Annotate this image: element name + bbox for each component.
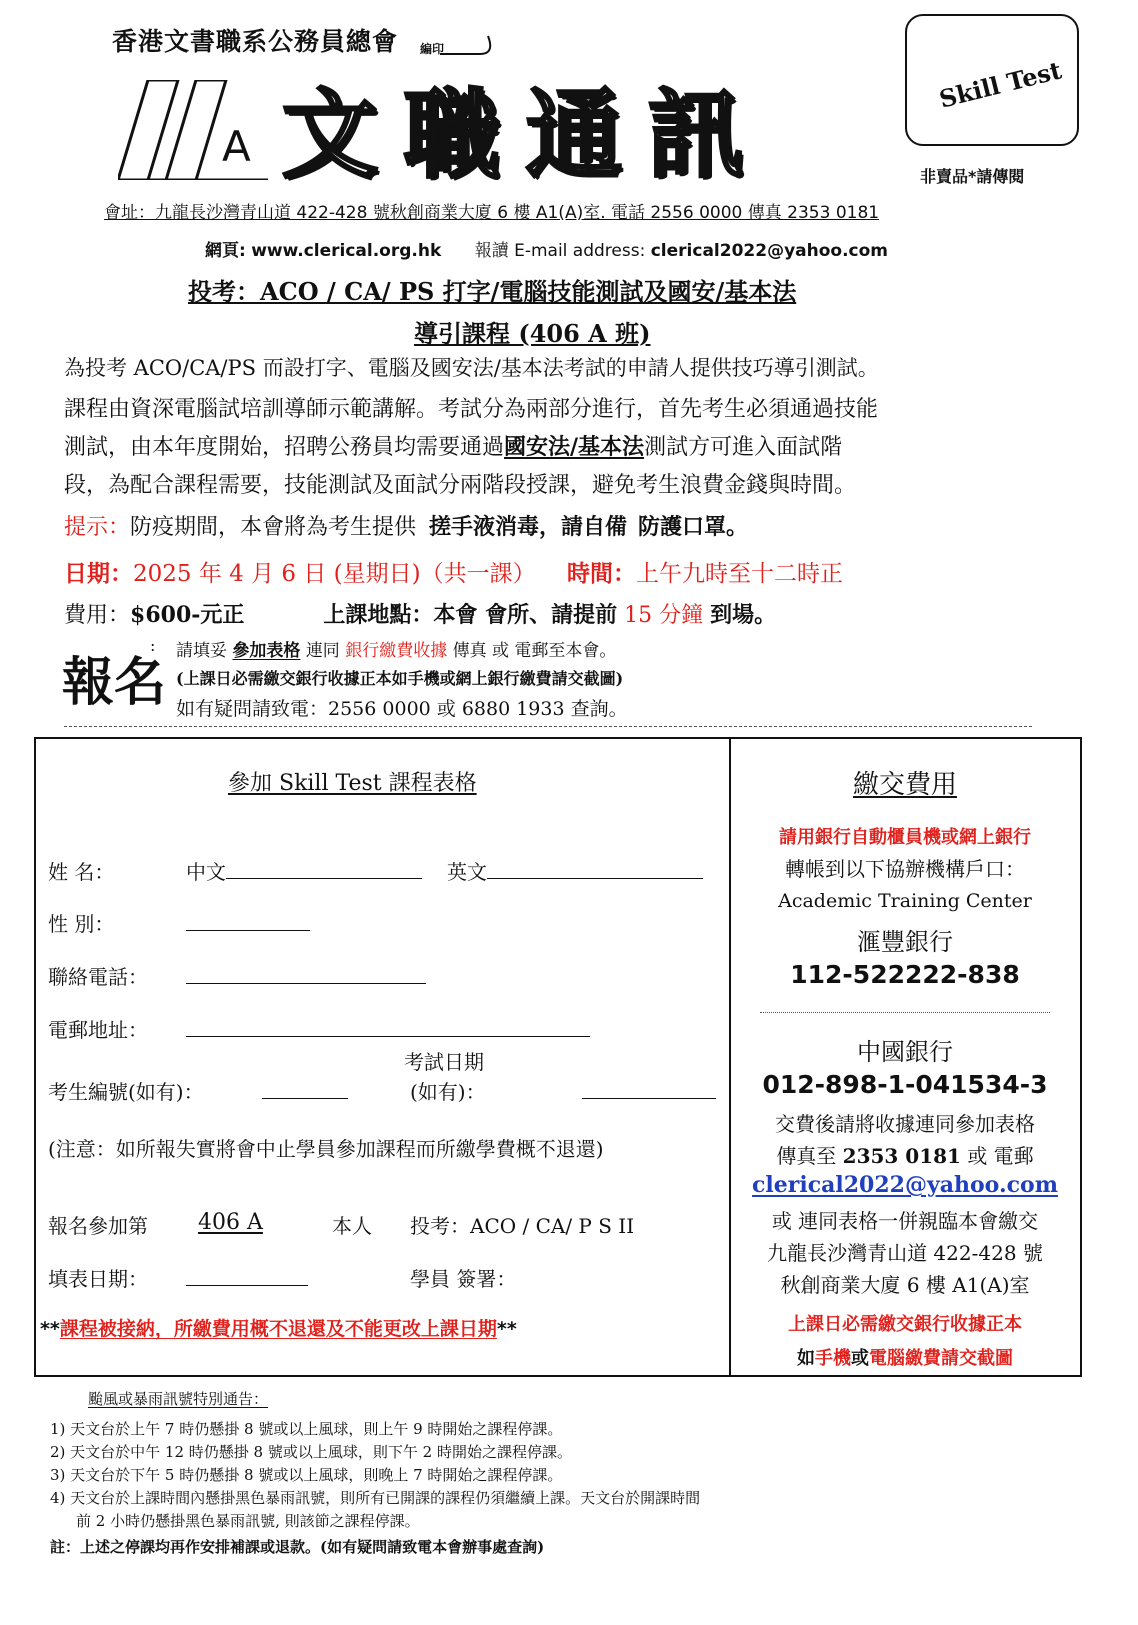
fill-date-label: 填表日期： xyxy=(48,1267,148,1291)
course-title-line2: 導引課程 (406 A 班) xyxy=(414,319,651,348)
exam-date-input[interactable] xyxy=(582,1080,716,1099)
tip-bold1: 搓手液消毒，請自備 xyxy=(429,514,628,540)
class-number: 406 A xyxy=(198,1210,263,1235)
form-warning xyxy=(40,1314,517,1341)
editor-label: 編印 xyxy=(420,42,445,56)
date-value: 2025 年 4 月 6 日 (星期日)（共一課） xyxy=(133,561,536,587)
name-chinese-field[interactable] xyxy=(186,856,422,885)
warning-stars-left: ** xyxy=(40,1318,60,1340)
payment-line1: 請用銀行自動櫃員機或網上銀行 xyxy=(779,827,1031,848)
not-for-sale-note: 非賣品*請傳閱 xyxy=(920,167,1025,186)
skill-test-label: Skill Test xyxy=(936,55,1065,114)
form-column-divider xyxy=(729,737,731,1375)
date-line xyxy=(64,555,843,588)
bank1-account: 112-522222-838 xyxy=(790,960,1020,989)
tip-text: 防疫期間，本會將為考生提供 xyxy=(130,515,417,540)
payment-l9d: 電腦繳費請交截圖 xyxy=(869,1348,1013,1369)
payment-line2: 轉帳到以下協辦機構戶口： xyxy=(785,857,1025,881)
payment-l9a: 如 xyxy=(797,1348,815,1369)
dashed-divider xyxy=(64,726,1032,727)
intro-line1: 為投考 ACO/CA/PS 而設打字、電腦及國安法/基本法考試的申請人提供技巧導引測試。 xyxy=(64,356,879,380)
date-label: 日期： xyxy=(64,560,133,587)
payment-org: Academic Training Center xyxy=(778,890,1032,912)
register-l1a: 請填妥 xyxy=(176,641,227,661)
email-link[interactable]: clerical2022@yahoo.com xyxy=(650,241,889,261)
exam-date-label: 考試日期 xyxy=(404,1050,484,1074)
name-english-field[interactable] xyxy=(447,856,703,885)
name-label: 姓 名： xyxy=(48,860,115,884)
self-label: 本人 xyxy=(332,1214,372,1238)
intro-line4: 段，為配合課程需要，技能測試及面試分兩階段授課，避免考生浪費金錢與時間。 xyxy=(64,473,857,498)
payment-l9b: 手機 xyxy=(815,1348,851,1369)
register-big-label: 報名 xyxy=(62,653,167,713)
fee-line xyxy=(64,598,776,629)
bank1-name: 滙豐銀行 xyxy=(857,928,953,956)
logo-letter: A xyxy=(222,122,251,171)
typhoon-item-4: 4) 天文台於上課時間內懸掛黑色暴雨訊號，則所有已開課的課程仍須繼續上課。天文台於開課時間 xyxy=(50,1489,701,1507)
intro-highlight: 國安法/基本法 xyxy=(504,434,645,460)
gender-input[interactable] xyxy=(186,912,310,931)
signature-label: 學員 簽署： xyxy=(410,1267,517,1291)
payment-line3: 交費後請將收據連同參加表格 xyxy=(775,1112,1035,1136)
payment-line9 xyxy=(745,1344,1065,1370)
payment-line7: 秋創商業大廈 6 樓 A1(A)室 xyxy=(780,1273,1030,1297)
fee-label: 費用： xyxy=(64,603,131,628)
masthead-title: 文職通訊 xyxy=(282,78,770,191)
enrol-label: 報名參加第 xyxy=(48,1214,148,1238)
phone-input[interactable] xyxy=(186,965,426,984)
typhoon-item-4-cont: 前 2 小時仍懸掛黑色暴雨訊號, 則該節之課程停課。 xyxy=(76,1512,420,1530)
org-name: 香港文書職系公務員總會 xyxy=(112,27,399,56)
payment-fax-label: 傳真至 xyxy=(776,1144,837,1168)
register-l1c: 連同 xyxy=(305,641,340,661)
payment-line6: 九龍長沙灣青山道 422-428 號 xyxy=(767,1241,1043,1265)
bank2-name: 中國銀行 xyxy=(857,1038,953,1066)
intro-line3-start: 測試，由本年度開始，招聘公務員均需要通過 xyxy=(64,435,505,460)
register-colon: : xyxy=(150,636,156,655)
course-title-line1: 投考：ACO / CA/ PS 打字/電腦技能測試及國安/基本法 xyxy=(188,277,797,306)
payment-line8: 上課日必需繳交銀行收據正本 xyxy=(788,1314,1022,1335)
tip-bold2: 防護口罩。 xyxy=(638,514,749,540)
address-line: 會址：九龍長沙灣青山道 422-428 號秋創商業大廈 6 樓 A1(A)室. 電話 2556 0000 傳真 2353 0181 xyxy=(104,203,880,223)
register-receipt: 銀行繳費收據 xyxy=(345,641,448,661)
payment-email-link[interactable]: clerical2022@yahoo.com xyxy=(752,1172,1058,1198)
typhoon-title: 颱風或暴雨訊號特別通告： xyxy=(88,1390,269,1408)
register-form-link: 參加表格 xyxy=(232,641,301,661)
fill-date-input[interactable] xyxy=(186,1267,308,1286)
intro-line2: 課程由資深電腦試培訓導師示範講解。考試分為兩部分進行，首先考生必須通過技能 xyxy=(64,397,879,422)
email-label: 報讀 E-mail address: xyxy=(474,241,646,261)
form-note: (注意：如所報失實將會中止學員參加課程而所繳學費概不退還) xyxy=(48,1137,604,1161)
exam-no-label: 考生編號(如有)： xyxy=(48,1080,204,1104)
time-value: 上午九時至十二時正 xyxy=(635,561,843,587)
intro-line3 xyxy=(64,430,842,461)
warning-text: 課程被接納，所繳費用概不退還及不能更改上課日期 xyxy=(59,1318,497,1340)
venue-label: 上課地點： xyxy=(323,602,434,628)
apply-grade: 投考：ACO / CA/ P S II xyxy=(410,1214,635,1238)
form-title: 參加 Skill Test 課程表格 xyxy=(228,771,477,796)
register-l1e: 傳真 或 電郵至本會。 xyxy=(452,641,617,661)
typhoon-item-3: 3) 天文台於下午 5 時仍懸掛 8 號或以上風球，則晚上 7 時開始之課程停課。 xyxy=(50,1466,563,1484)
typhoon-item-2: 2) 天文台於中午 12 時仍懸掛 8 號或以上風球，則下午 2 時開始之課程停課。 xyxy=(50,1443,572,1461)
arrive-minutes: 15 分鐘 xyxy=(624,603,704,628)
english-name-input[interactable] xyxy=(487,860,703,879)
payment-email-label: 或 電郵 xyxy=(967,1144,1034,1168)
payment-line4 xyxy=(745,1140,1065,1169)
exam-no-input[interactable] xyxy=(262,1080,348,1099)
intro-line3-end: 測試方可進入面試階 xyxy=(644,435,843,460)
fee-value: $600-元正 xyxy=(130,602,245,628)
email-field-label: 電郵地址： xyxy=(48,1018,148,1042)
typhoon-item-1: 1) 天文台於上午 7 時仍懸掛 8 號或以上風球，則上午 9 時開始之課程停課。 xyxy=(50,1420,563,1438)
time-label: 時間： xyxy=(566,560,636,587)
payment-l9c: 或 xyxy=(851,1348,869,1369)
logo xyxy=(118,80,268,180)
bank2-account: 012-898-1-041534-3 xyxy=(762,1070,1048,1099)
header-arrow-decoration xyxy=(440,30,500,70)
register-line1 xyxy=(176,636,616,661)
email-input[interactable] xyxy=(186,1018,590,1037)
venue-value: 本會 會所、請提前 xyxy=(433,602,618,628)
tip-label: 提示： xyxy=(64,515,131,540)
gender-label: 性 別： xyxy=(48,912,115,936)
chinese-name-input[interactable] xyxy=(226,860,422,879)
register-line2: (上課日必需繳交銀行收據正本如手機或網上銀行繳費請交截圖) xyxy=(176,669,624,688)
register-line3: 如有疑問請致電：2556 0000 或 6880 1933 查詢。 xyxy=(176,698,628,720)
tip-line xyxy=(64,510,748,541)
arrive-text: 到場。 xyxy=(710,602,777,628)
phone-label: 聯絡電話： xyxy=(48,965,148,989)
english-label: 英文 xyxy=(447,860,487,884)
warning-stars-right: ** xyxy=(496,1318,517,1340)
payment-fax-number: 2353 0181 xyxy=(842,1144,961,1168)
payment-line5: 或 連同表格一併親臨本會繳交 xyxy=(771,1209,1039,1233)
typhoon-footer: 註：上述之停課均再作安排補課或退款。(如有疑問請致電本會辦事處查詢) xyxy=(50,1538,545,1556)
exam-date-label-2: (如有)： xyxy=(410,1080,486,1104)
chinese-label: 中文 xyxy=(186,860,226,884)
web-link[interactable]: www.clerical.org.hk xyxy=(251,241,442,261)
payment-title: 繳交費用 xyxy=(852,770,957,800)
payment-divider xyxy=(760,1012,1050,1013)
web-label: 網頁: xyxy=(205,241,246,261)
contact-line xyxy=(205,236,888,261)
